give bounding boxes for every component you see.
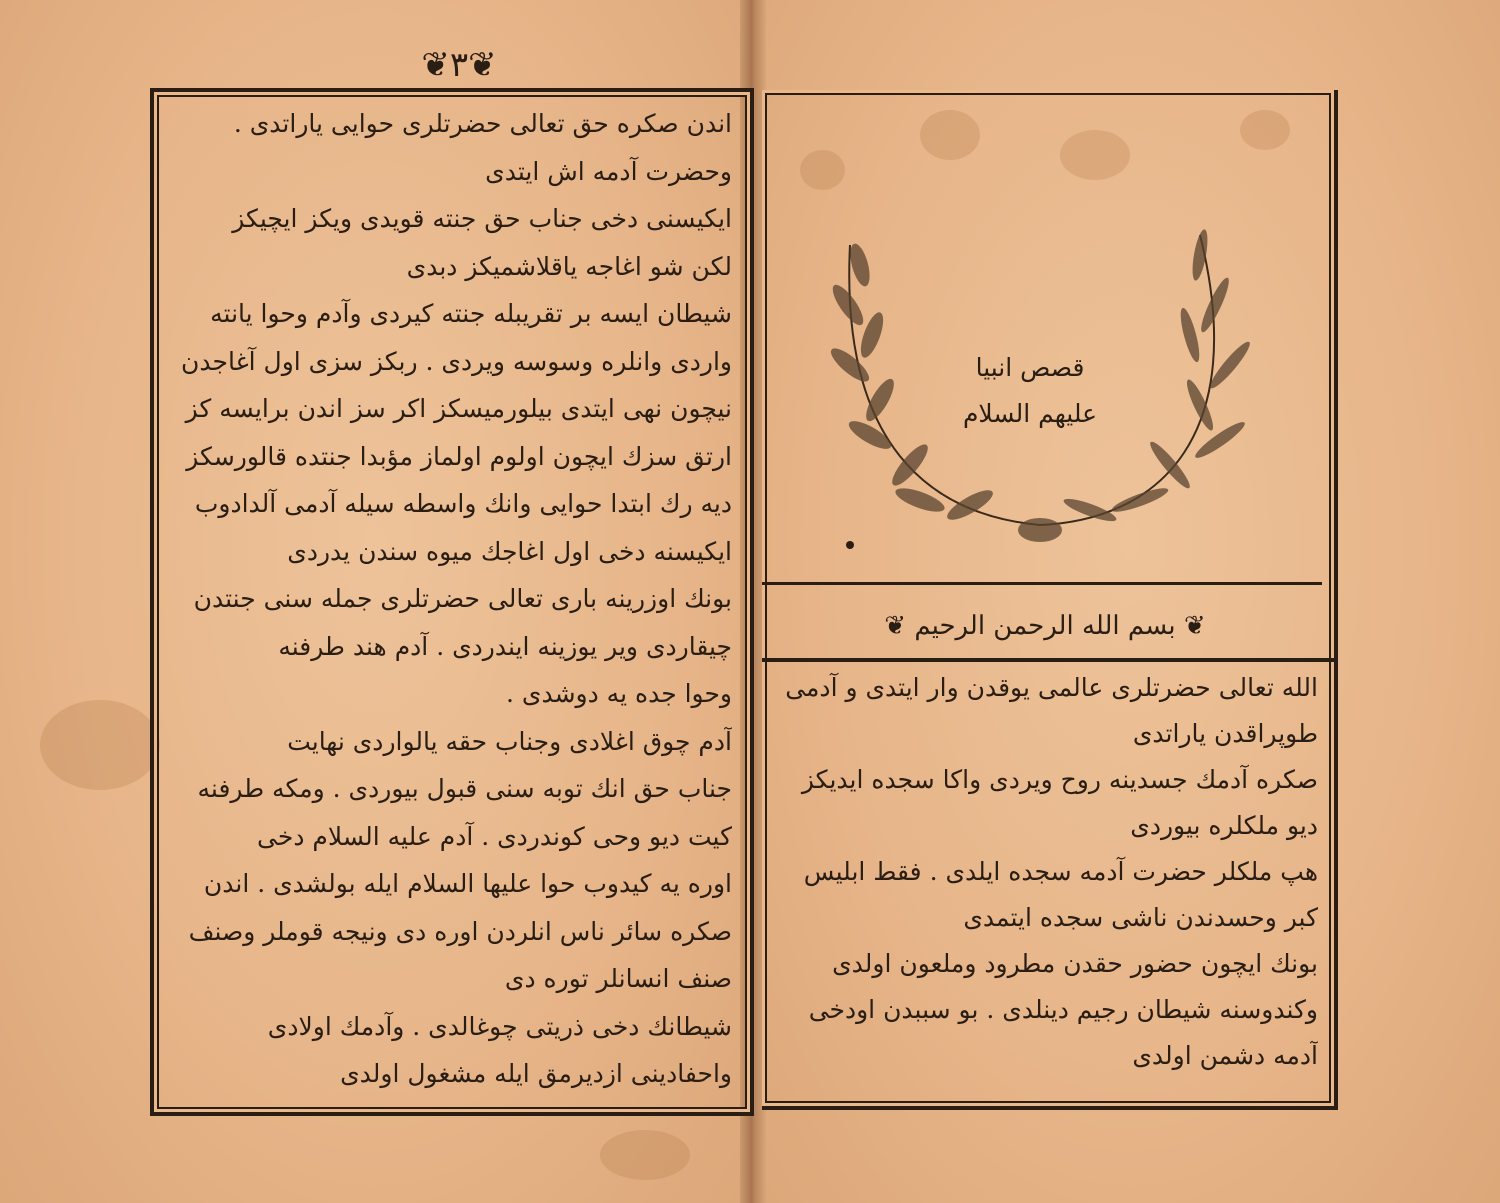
text-line: ديه رك ابتدا حوايى وانك واسطه سيله آدمى آلدادوب (194, 489, 732, 518)
text-line: واردى وانلره وسوسه ويردى . ربكز سزى اول آغاجدن (181, 346, 732, 376)
text-line: اوره يه كيدوب حوا عليها السلام ايله بولشدى . اندن (203, 869, 732, 898)
text-line: بونك ايچون حضور حقدن مطرود وملعون اولدى (832, 949, 1318, 978)
text-line: ايكيسنى دخى جناب حق جنته قويدى ويكز ايچيكز (232, 204, 732, 233)
text-line: صنف انسانلر توره دى (504, 964, 732, 993)
text-line: چيقاردى وير يوزينه ايندردى . آدم هند طرفنه (278, 631, 732, 661)
text-line: اندن صكره حق تعالى حضرتلرى حوايى ياراتدى . (233, 109, 732, 138)
book-title (930, 345, 1130, 437)
text-line: لكن شو اغاجه ياقلاشميكز دبدى (406, 251, 732, 281)
text-line: صكره آدمك جسدينه روح ويردى واكا سجده ايديكز (801, 765, 1318, 794)
left-page-text (172, 100, 732, 1098)
text-line: وكندوسنه شيطان رجيم دينلدى . بو سببدن اودخى (808, 995, 1318, 1024)
text-line: وحوا جده يه دوشدى . (505, 679, 732, 708)
right-page-text (780, 665, 1318, 1079)
text-line: ارتق سزك ايچون اولوم اولماز مؤبدا جنتده قالورسكز (186, 441, 732, 471)
text-line: كبر وحسدندن ناشى سجده ايتمدى (963, 903, 1318, 932)
title-line: قصص انبيا (975, 353, 1085, 382)
divider-line (762, 582, 1322, 585)
text-line: وحضرت آدمه اش ايتدى (485, 156, 732, 186)
text-line: شيطانك دخى ذريتى چوغالدى . وآدمك اولادى (267, 1011, 732, 1041)
text-line: جناب حق انك توبه سنى قبول بيوردى . ومكه طرفنه (197, 774, 732, 803)
text-line: كيت ديو وحى كوندردى . آدم عليه السلام دخى (257, 821, 732, 851)
text-line: آدمه دشمن اولدى (1132, 1041, 1318, 1070)
text-line: واحفادينى ازديرمق ايله مشغول اولدى (340, 1059, 732, 1088)
text-line: نيچون نهى ايتدى بيلورميسكز اكر سز اندن برايسه كز (185, 394, 732, 423)
page-number: ❦٣❦ (421, 45, 497, 85)
text-line: شيطان ايسه بر تقريبله جنته كيردى وآدم وحوا يانته (210, 299, 732, 328)
text-line: آدم چوق اغلادى وجناب حقه يالواردى نهايت (287, 726, 732, 756)
text-line: ديو ملكلره بيوردى (1130, 811, 1318, 840)
text-line: طوپراقدن ياراتدى (1132, 719, 1318, 748)
title-line: عليهم السلام (962, 399, 1098, 428)
text-line: الله تعالى حضرتلرى عالمى يوقدن وار ايتدى و آدمى (785, 673, 1318, 702)
text-line: بونك اوزرينه بارى تعالى حضرتلرى جمله سنى جنتدن (193, 584, 732, 613)
text-line: صكره سائر ناس انلردن اوره دى ونيجه قوملر وصنف (188, 916, 732, 946)
basmala-heading: ❦ بسم الله الرحمن الرحيم ❦ (884, 611, 1206, 641)
text-line: ايكيسنه دخى اول اغاجك ميوه سندن يدردى (287, 536, 732, 566)
divider-line (762, 658, 1334, 662)
text-line: هپ ملكلر حضرت آدمه سجده ايلدى . فقط ابليس (803, 857, 1318, 886)
